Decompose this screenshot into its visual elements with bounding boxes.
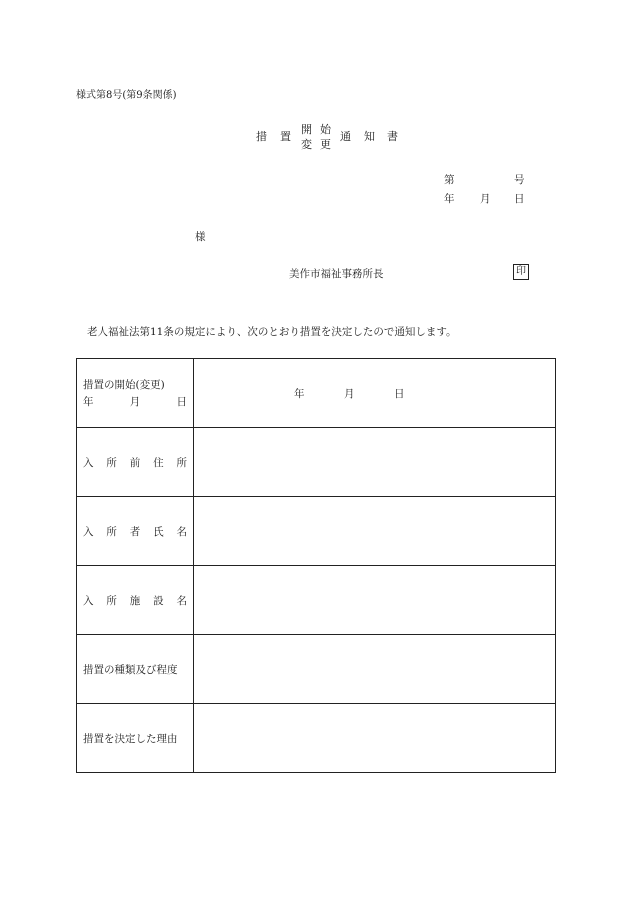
table-row: [77, 428, 556, 497]
label-char: 名: [176, 594, 187, 607]
title-char: 措: [256, 130, 267, 143]
label-char: 者: [129, 525, 141, 538]
label-char: 入: [83, 456, 94, 469]
row-label-measure-type: [77, 635, 194, 704]
resident-name-cell[interactable]: [194, 497, 556, 566]
label-char: 所: [106, 456, 117, 469]
label-year: 年: [83, 396, 94, 408]
row-label-start-date: [77, 359, 194, 428]
label-char: 入: [83, 594, 94, 607]
title-stack-bottom: 変: [301, 138, 312, 151]
start-date-value: [194, 386, 555, 401]
facility-name-cell[interactable]: [194, 566, 556, 635]
table-row: [77, 566, 556, 635]
start-date-label-bottom: [83, 394, 187, 409]
notice-table: [76, 358, 556, 773]
start-date-label-top: 措置の開始(変更): [83, 379, 165, 391]
previous-address-cell[interactable]: [194, 428, 556, 497]
table-row: [77, 704, 556, 773]
value-month: 月: [344, 387, 355, 400]
table-row: [77, 359, 556, 428]
title-char: 知: [364, 130, 375, 143]
title-stack-top: 開: [301, 123, 312, 136]
label-char: 設: [153, 594, 164, 607]
label-char: 所: [106, 525, 117, 538]
row-label-facility-name: [77, 566, 194, 635]
label-char: 施: [129, 594, 141, 607]
label-day: 日: [176, 396, 187, 408]
title-char: 書: [387, 130, 398, 143]
table-row: [77, 497, 556, 566]
issuer-name: 美作市福祉事務所長: [289, 268, 384, 280]
measure-type-label: 措置の種類及び程度: [83, 663, 178, 676]
label-month: 月: [129, 396, 141, 408]
label-char: 所: [176, 456, 187, 469]
decision-reason-label: 措置を決定した理由: [83, 732, 178, 745]
decision-reason-cell[interactable]: [194, 704, 556, 773]
number-go: 号: [514, 174, 525, 186]
notice-text: 老人福祉法第11条の規定により、次のとおり措置を決定したので通知します。: [87, 326, 457, 338]
addressee-suffix: 様: [195, 231, 206, 243]
label-char: 入: [83, 525, 94, 538]
seal-box: 印: [513, 264, 529, 280]
row-label-resident-name: [77, 497, 194, 566]
label-char: 前: [129, 456, 141, 469]
label-char: 住: [153, 456, 164, 469]
title-stack-top: 始: [320, 123, 331, 136]
value-year: 年: [294, 387, 305, 400]
title-char: 通: [340, 130, 351, 143]
number-dai: 第: [444, 174, 455, 186]
row-label-previous-address: [77, 428, 194, 497]
row-label-decision-reason: [77, 704, 194, 773]
measure-type-cell[interactable]: [194, 635, 556, 704]
date-year: 年: [444, 193, 455, 205]
title-stack-bottom: 更: [320, 138, 331, 151]
label-char: 所: [106, 594, 117, 607]
date-day: 日: [514, 193, 525, 205]
form-code: 様式第8号(第9条関係): [76, 90, 177, 101]
label-char: 氏: [153, 525, 164, 538]
start-date-value-cell[interactable]: [194, 359, 556, 428]
value-day: 日: [394, 387, 405, 400]
title-char: 置: [280, 130, 291, 143]
table-row: [77, 635, 556, 704]
label-char: 名: [176, 525, 187, 538]
date-month: 月: [480, 193, 491, 205]
